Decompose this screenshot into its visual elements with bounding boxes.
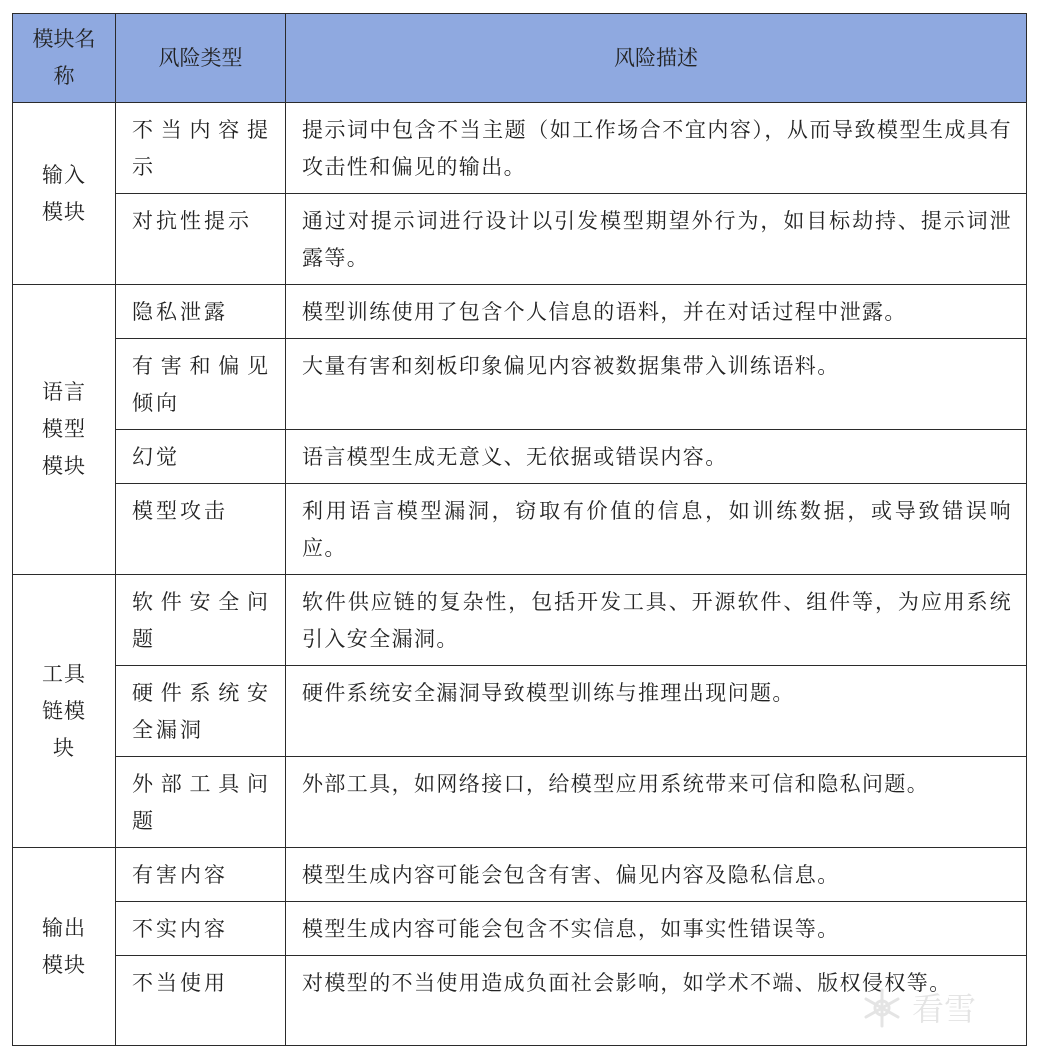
risk-type-cell: 硬件系统安全漏洞 [116, 666, 286, 757]
table-row [13, 575, 1027, 666]
module-cell-toolchain: 工具链模块 [13, 575, 116, 848]
risk-desc-cell: 提示词中包含不当主题（如工作场合不宜内容），从而导致模型生成具有攻击性和偏见的输出。 [286, 103, 1027, 194]
header-risk-desc: 风险描述 [286, 14, 1027, 103]
risk-type-cell: 隐私泄露 [116, 285, 286, 339]
risk-type-cell: 有害内容 [116, 848, 286, 902]
table-row [13, 757, 1027, 848]
risk-type-cell: 有害和偏见倾向 [116, 339, 286, 430]
table-row [13, 285, 1027, 339]
risk-desc-cell: 硬件系统安全漏洞导致模型训练与推理出现问题。 [286, 666, 1027, 757]
table-row [13, 956, 1027, 1046]
risk-desc-cell: 模型生成内容可能会包含不实信息，如事实性错误等。 [286, 902, 1027, 956]
table-row [13, 103, 1027, 194]
watermark-text: 看雪 [912, 990, 977, 1028]
risk-table [12, 13, 1027, 1046]
table-row [13, 666, 1027, 757]
risk-desc-cell: 语言模型生成无意义、无依据或错误内容。 [286, 430, 1027, 484]
header-row [13, 14, 1027, 103]
risk-type-cell: 外部工具问题 [116, 757, 286, 848]
table-row [13, 194, 1027, 285]
module-cell-language-model: 语言模型模块 [13, 285, 116, 575]
risk-type-cell: 对抗性提示 [116, 194, 286, 285]
risk-desc-cell: 通过对提示词进行设计以引发模型期望外行为，如目标劫持、提示词泄露等。 [286, 194, 1027, 285]
risk-desc-cell: 利用语言模型漏洞，窃取有价值的信息，如训练数据，或导致错误响应。 [286, 484, 1027, 575]
risk-type-cell: 幻觉 [116, 430, 286, 484]
risk-desc-cell: 模型生成内容可能会包含有害、偏见内容及隐私信息。 [286, 848, 1027, 902]
risk-desc-cell: 大量有害和刻板印象偏见内容被数据集带入训练语料。 [286, 339, 1027, 430]
header-module: 模块名称 [13, 14, 116, 103]
table-row [13, 848, 1027, 902]
risk-desc-cell: 模型训练使用了包含个人信息的语料，并在对话过程中泄露。 [286, 285, 1027, 339]
risk-type-cell: 模型攻击 [116, 484, 286, 575]
table-row [13, 430, 1027, 484]
risk-type-cell: 不当内容提示 [116, 103, 286, 194]
table-row [13, 339, 1027, 430]
module-cell-input: 输入模块 [13, 103, 116, 285]
risk-desc-cell: 外部工具，如网络接口，给模型应用系统带来可信和隐私问题。 [286, 757, 1027, 848]
risk-desc-cell: 对模型的不当使用造成负面社会影响，如学术不端、版权侵权等。 [286, 956, 1027, 1046]
module-cell-output: 输出模块 [13, 848, 116, 1046]
risk-type-cell: 不实内容 [116, 902, 286, 956]
risk-desc-cell: 软件供应链的复杂性，包括开发工具、开源软件、组件等，为应用系统引入安全漏洞。 [286, 575, 1027, 666]
risk-type-cell: 不当使用 [116, 956, 286, 1046]
table-row [13, 902, 1027, 956]
table-row [13, 484, 1027, 575]
header-risk-type: 风险类型 [116, 14, 286, 103]
risk-type-cell: 软件安全问题 [116, 575, 286, 666]
